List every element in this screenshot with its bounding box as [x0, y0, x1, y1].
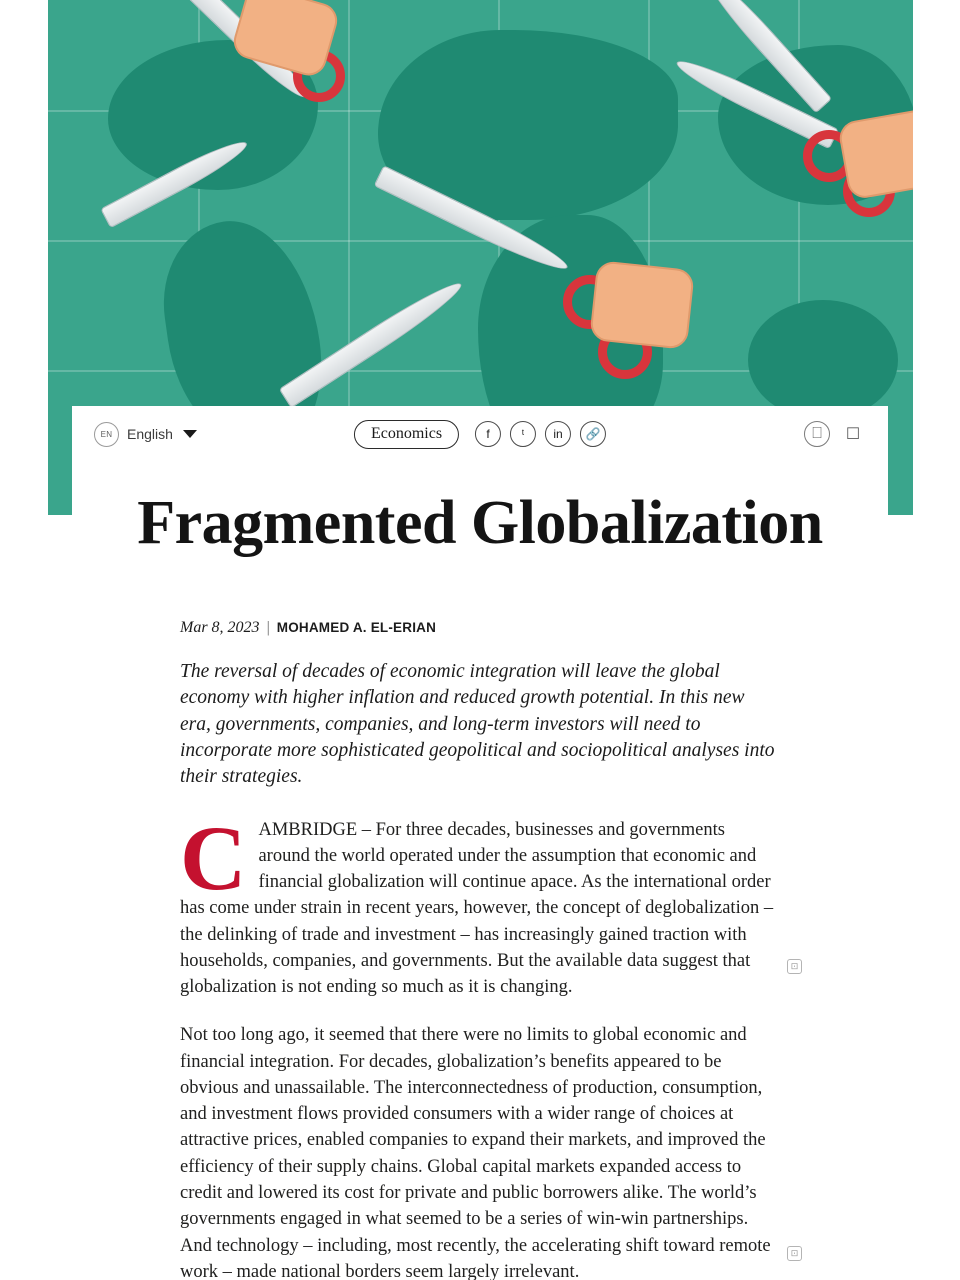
annotation-marker-icon[interactable]: ⊡: [787, 1246, 802, 1261]
language-badge-icon: EN: [94, 422, 119, 447]
bookmark-icon[interactable]: ☐: [845, 426, 861, 443]
drop-cap: C: [180, 806, 247, 909]
facebook-icon[interactable]: f: [475, 421, 501, 447]
paragraph-2-text: Not too long ago, it seemed that there were no limits to global economic and financial integration. For decades, globalization’s benefits appeared to be obvious and unassailable. The interconnectedness of production, consumption, and investment flows provided consumers with a wider range of choices at attractive prices, enabled companies to expand their markets, and improved the efficiency of their supply chains. Global capital markets expanded access to credit and lowered its cost for private and public borrowers alike. The world’s governments engaged in what seemed to be a series of win-win partnerships. And technology – including, most recently, the accelerating shift toward remote work – made national borders seem largely irrelevant.: [180, 1025, 771, 1280]
toolbar-center: [354, 420, 606, 449]
linkedin-icon[interactable]: in: [545, 421, 571, 447]
landmass-oceania: [748, 300, 898, 420]
byline: [180, 619, 780, 637]
annotation-marker-icon[interactable]: ⊡: [787, 959, 802, 974]
byline-separator: |: [266, 618, 270, 636]
page-title: Fragmented Globalization: [137, 489, 823, 557]
chevron-down-icon[interactable]: [183, 430, 197, 438]
section-tag[interactable]: Economics: [354, 420, 459, 449]
paragraph-1-text: AMBRIDGE – For three decades, businesses and governments around the world operated under the assumption that economic and financial globalization will continue apace. As the international order has come under strain in recent years, however, the concept of deglobalization – the delinking of trade and investment – has increasingly gained traction with households, companies, and governments. But the available data suggest that globalization is not ending so much as it is changing.: [180, 819, 774, 998]
paragraph-2: [180, 1022, 799, 1280]
article-body: [180, 618, 799, 1280]
standfirst: The reversal of decades of economic integration will leave the global economy with higher inflation and reduced growth potential. In this new era, governments, companies, and long-term investors will need to incorporate more sophisticated geopolitical and sociopolitical analyses into their strategies.: [180, 660, 775, 788]
scissors-icon: [248, 170, 648, 420]
twitter-icon[interactable]: ᵗ: [510, 421, 536, 447]
article-toolbar: [72, 406, 888, 462]
language-selector[interactable]: [94, 422, 197, 447]
toolbar-actions: [804, 421, 866, 447]
scissors-icon: [648, 10, 913, 260]
paragraph-1: [180, 806, 799, 1001]
article-card: [72, 406, 888, 1280]
comment-icon[interactable]: ⎕: [804, 421, 830, 447]
publish-date: Mar 8, 2023: [180, 618, 260, 636]
link-icon[interactable]: 🔗: [580, 421, 606, 447]
social-share-group: [475, 421, 606, 447]
language-label: English: [127, 426, 173, 442]
author-name[interactable]: MOHAMED A. EL-ERIAN: [276, 619, 437, 635]
